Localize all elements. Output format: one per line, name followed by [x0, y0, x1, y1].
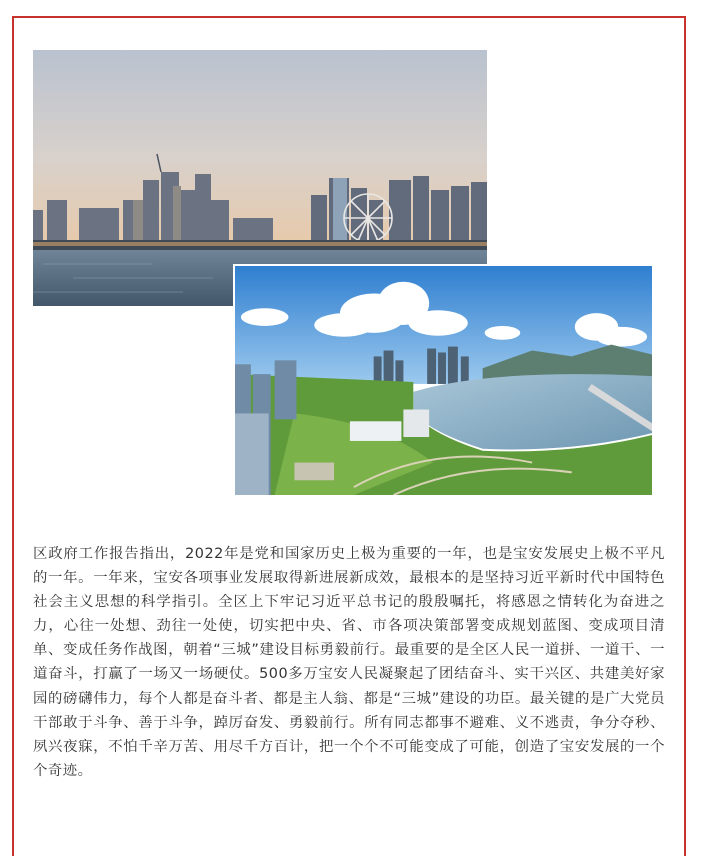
- aerial-illustration: [235, 266, 652, 495]
- article-paragraph: 区政府工作报告指出，2022年是党和国家历史上极为重要的一年，也是宝安发展史上极不平凡的一年。一年来，宝安各项事业发展取得新进展新成效，最根本的是坚持习近平新时代中国特色社会主义思想的科学指引。全区上下牢记习近平总书记的殷殷嘱托，将感恩之情转化为奋进之力，心往一处想、劲往一处使，切实把中央、省、市各项决策部署变成规划蓝图、变成项目清单、变成任务作战图，朝着“三城”建设目标勇毅前行。最重要的是全区人民一道拼、一道干、一道奋斗，打赢了一场又一场硬仗。500多万宝安人民凝聚起了团结奋斗、实干兴区、共建美好家园的磅礴伟力，每个人都是奋斗者、都是主人翁、都是“三城”建设的功臣。最关键的是广大党员干部敢于斗争、善于斗争，踔厉奋发、勇毅前行。所有同志都事不避难、义不逃责，争分夺秒、夙兴夜寐，不怕千辛万苦、用尽千方百计，把一个个不可能变成了可能，创造了宝安发展的一个个奇迹。: [33, 546, 665, 779]
- photo-aerial-bay-park: [233, 264, 654, 497]
